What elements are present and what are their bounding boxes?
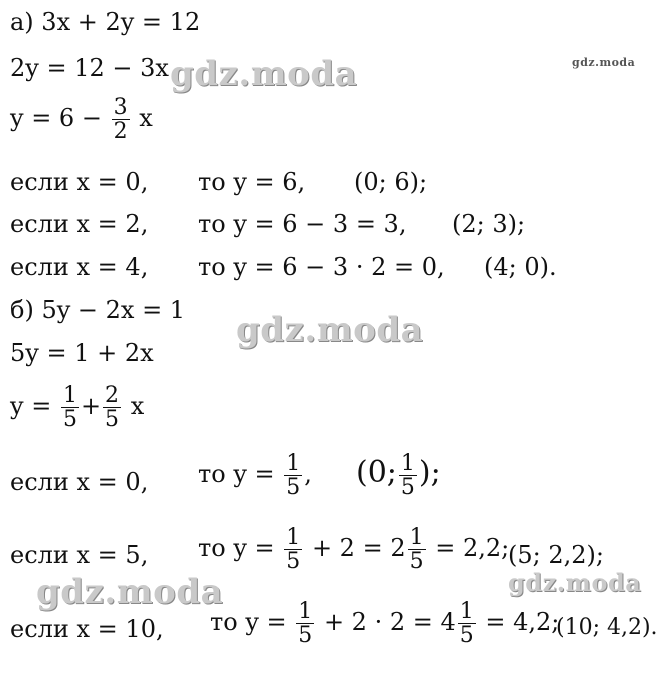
result-middle: + 2 · 2 = 4 bbox=[323, 608, 456, 637]
fraction-denominator: 5 bbox=[459, 623, 474, 649]
part-b-row-3-result bbox=[210, 600, 559, 647]
plus-sign: + bbox=[80, 392, 102, 421]
part-b-row-1-condition: если x = 0, bbox=[10, 468, 149, 496]
part-a-row-1-result: то y = 6, bbox=[198, 168, 306, 196]
part-a-line-2 bbox=[10, 96, 153, 143]
fraction-numerator: 1 bbox=[409, 525, 424, 550]
part-b-row-2-result bbox=[198, 526, 509, 573]
result-prefix: то y = bbox=[210, 608, 287, 637]
part-b-row-2-point: (5; 2,2); bbox=[508, 541, 604, 569]
part-b-line-1: 5y = 1 + 2x bbox=[10, 339, 154, 367]
part-a-row-3-result: то y = 6 − 3 · 2 = 0, bbox=[198, 253, 445, 281]
fraction bbox=[399, 452, 417, 499]
fraction bbox=[284, 452, 302, 499]
fraction-numerator: 3 bbox=[113, 95, 128, 120]
part-b-row-2-condition: если x = 5, bbox=[10, 541, 149, 569]
part-a-row-2-point: (2; 3); bbox=[452, 210, 526, 238]
part-b-line-2 bbox=[10, 384, 144, 431]
fraction-numerator: 1 bbox=[286, 451, 301, 476]
row-condition: если x = 0, bbox=[10, 168, 149, 196]
result-middle: + 2 = 2 bbox=[311, 534, 406, 563]
result-prefix: то y = bbox=[198, 534, 275, 563]
part-b-row-1-result bbox=[198, 452, 312, 499]
fraction-denominator: 2 bbox=[113, 119, 128, 145]
fraction bbox=[284, 526, 302, 573]
fraction-denominator: 5 bbox=[62, 407, 77, 433]
watermark: gdz.moda bbox=[572, 56, 636, 69]
result-end: = 2,2; bbox=[435, 534, 510, 563]
fraction bbox=[296, 600, 314, 647]
fraction bbox=[103, 384, 121, 431]
fraction-denominator: 5 bbox=[409, 549, 424, 575]
part-b-line-2-lhs: y = bbox=[10, 392, 52, 421]
result-prefix: то y = bbox=[198, 460, 275, 489]
part-a-line-1: 2y = 12 − 3x bbox=[10, 54, 169, 82]
watermark: gdz.moda bbox=[36, 572, 224, 612]
part-a-header: а) 3x + 2y = 12 bbox=[10, 8, 201, 36]
fraction-numerator: 1 bbox=[62, 383, 77, 408]
fraction-denominator: 5 bbox=[400, 475, 415, 501]
fraction bbox=[458, 600, 476, 647]
fraction-denominator: 5 bbox=[105, 407, 120, 433]
part-b-row-3-point: (10; 4,2). bbox=[556, 615, 658, 640]
part-b-row-3-condition: если x = 10, bbox=[10, 615, 164, 643]
watermark: gdz.moda bbox=[236, 310, 424, 350]
fraction bbox=[61, 384, 79, 431]
part-b-row-1-point bbox=[356, 452, 441, 499]
fraction-numerator: 1 bbox=[459, 599, 474, 624]
fraction-numerator: 2 bbox=[105, 383, 120, 408]
watermark: gdz.moda bbox=[170, 54, 358, 94]
part-a-row-2-result: то y = 6 − 3 = 3, bbox=[198, 210, 407, 238]
result-end: = 4,2; bbox=[485, 608, 560, 637]
fraction-denominator: 5 bbox=[286, 475, 301, 501]
fraction-numerator: 1 bbox=[400, 451, 415, 476]
part-a-line-2-rhs: x bbox=[139, 104, 153, 133]
part-b-line-2-rhs: x bbox=[130, 392, 145, 421]
point-prefix: (0; bbox=[356, 455, 397, 491]
part-a-line-2-lhs: y = 6 − bbox=[10, 104, 102, 133]
fraction bbox=[112, 96, 130, 143]
part-a-row-3-condition: если x = 4, bbox=[10, 253, 149, 281]
fraction-denominator: 5 bbox=[286, 549, 301, 575]
watermark: gdz.moda bbox=[508, 568, 642, 597]
result-suffix: , bbox=[304, 460, 312, 489]
fraction-denominator: 5 bbox=[298, 623, 313, 649]
fraction-numerator: 1 bbox=[298, 599, 313, 624]
part-a-row-2-condition: если x = 2, bbox=[10, 210, 149, 238]
fraction-numerator: 1 bbox=[286, 525, 301, 550]
fraction bbox=[408, 526, 426, 573]
part-b-header: б) 5y − 2x = 1 bbox=[10, 296, 186, 324]
part-a-row-3-point: (4; 0). bbox=[484, 253, 557, 281]
point-suffix: ); bbox=[418, 455, 441, 491]
part-a-row-1 bbox=[10, 170, 148, 194]
part-a-row-1-point: (0; 6); bbox=[354, 168, 428, 196]
